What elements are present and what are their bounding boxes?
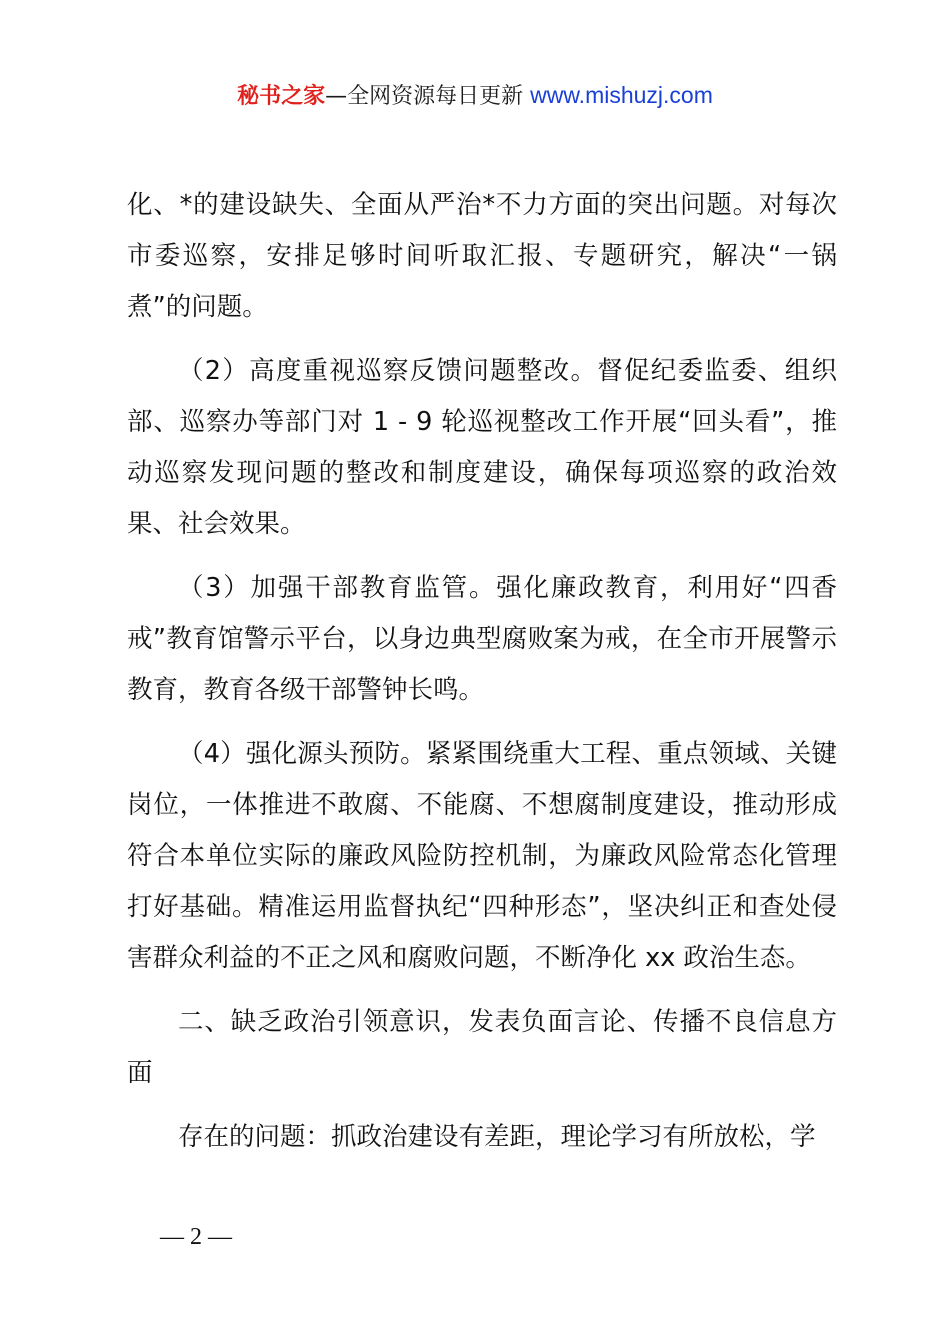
section-heading-2: 二、缺乏政治引领意识，发表负面言论、传播不良信息方面 [127, 1007, 837, 1088]
site-header [0, 78, 950, 114]
header-tagline: —全网资源每日更新 [325, 84, 531, 109]
header-url-link[interactable]: www.mishuzj.com [530, 82, 713, 108]
paragraph-issues: 存在的问题：抓政治建设有差距，理论学习有所放松，学 [178, 1122, 816, 1152]
page-number: — 2 — [160, 1224, 232, 1250]
paragraph-item-3: （3）加强干部教育监管。强化廉政教育，利用好“四香戒”教育馆警示平台，以身边典型腐败案为戒，在全市开展警示教育，教育各级干部警钟长鸣。 [127, 573, 837, 705]
paragraph-item-2: （2）高度重视巡察反馈问题整改。督促纪委监委、组织部、巡察办等部门对 1 - 9 轮巡视整改工作开展“回头看”，推动巡察发现问题的整改和制度建设，确保每项巡察的政治效果、社会效果。 [127, 356, 837, 539]
paragraph-continued: 化、*的建设缺失、全面从严治*不力方面的突出问题。对每次市委巡察，安排足够时间听取汇报、专题研究，解决“一锅煮”的问题。 [127, 190, 837, 322]
paragraph-item-4: （4）强化源头预防。紧紧围绕重大工程、重点领域、关键岗位，一体推进不敢腐、不能腐、不想腐制度建设，推动形成符合本单位实际的廉政风险防控机制，为廉政风险常态化管理打好基础。精准运用监督执纪“四种形态”，坚决纠正和查处侵害群众利益的不正之风和腐败问题，不断净化 xx 政治生态。 [127, 739, 837, 973]
document-body [127, 180, 837, 1176]
brand-name: 秘书之家 [237, 84, 326, 109]
